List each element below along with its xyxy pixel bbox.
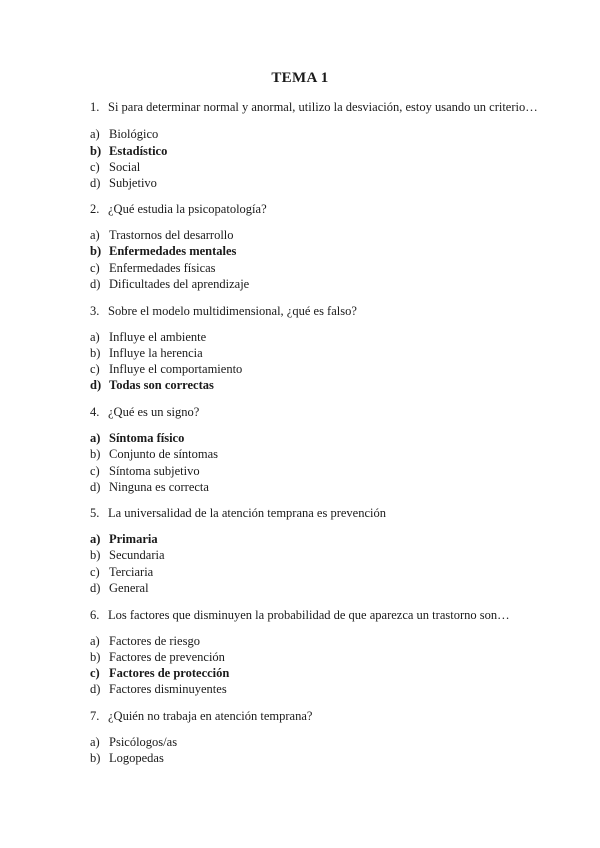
- question-number: 1.: [90, 100, 100, 114]
- question-text: ¿Quién no trabaja en atención temprana?: [108, 709, 313, 723]
- option-2c: c) Enfermedades físicas: [90, 261, 216, 275]
- question-number: 5.: [90, 506, 100, 520]
- question-text: Si para determinar normal y anormal, utilizo la desviación, estoy usando un criterio…: [108, 100, 538, 114]
- question-number: 7.: [90, 709, 100, 723]
- question-3: [90, 304, 357, 319]
- option-4b: b) Conjunto de síntomas: [90, 447, 219, 461]
- question-text: Sobre el modelo multidimensional, ¿qué es falso?: [108, 304, 357, 318]
- option-5d: d) General: [90, 581, 149, 595]
- option-1d: d) Subjetivo: [90, 176, 157, 190]
- option-1c: c) Social: [90, 160, 141, 174]
- option-6b: b) Factores de prevención: [90, 650, 225, 664]
- option-4c: c) Síntoma subjetivo: [90, 464, 200, 478]
- question-text: ¿Qué es un signo?: [108, 405, 200, 419]
- option-2d: d) Dificultades del aprendizaje: [90, 277, 250, 291]
- option-2b-correct: b) Enfermedades mentales: [90, 244, 237, 258]
- question-text: ¿Qué estudia la psicopatología?: [108, 202, 267, 216]
- option-1a: a) Biológico: [90, 127, 159, 141]
- question-number: 6.: [90, 608, 100, 622]
- question-number: 3.: [90, 304, 100, 318]
- option-1b-correct: b) Estadístico: [90, 144, 168, 158]
- option-7a: a) Psicólogos/as: [90, 735, 178, 749]
- option-4d: d) Ninguna es correcta: [90, 480, 209, 494]
- option-4a-correct: a) Síntoma físico: [90, 431, 185, 445]
- question-text: Los factores que disminuyen la probabilidad de que aparezca un trastorno son…: [108, 608, 510, 622]
- option-6c-correct: c) Factores de protección: [90, 666, 230, 680]
- question-number: 4.: [90, 405, 100, 419]
- option-5c: c) Terciaria: [90, 565, 154, 579]
- option-5a-correct: a) Primaria: [90, 532, 158, 546]
- question-number: 2.: [90, 202, 100, 216]
- question-7: [90, 709, 312, 724]
- option-3a: a) Influye el ambiente: [90, 330, 207, 344]
- option-6d: d) Factores disminuyentes: [90, 682, 227, 696]
- page-title: TEMA 1: [271, 70, 329, 86]
- option-6a: a) Factores de riesgo: [90, 634, 200, 648]
- option-7b: b) Logopedas: [90, 751, 164, 765]
- question-1: [90, 100, 538, 115]
- question-text: La universalidad de la atención temprana es prevención: [108, 506, 387, 520]
- question-6: [90, 608, 510, 623]
- question-4: [90, 405, 199, 420]
- option-2a: a) Trastornos del desarrollo: [90, 228, 234, 242]
- option-3d-correct: d) Todas son correctas: [90, 378, 214, 392]
- option-3c: c) Influye el comportamiento: [90, 362, 243, 376]
- question-5: [90, 506, 386, 521]
- option-5b: b) Secundaria: [90, 548, 165, 562]
- question-2: [90, 202, 267, 217]
- option-3b: b) Influye la herencia: [90, 346, 203, 360]
